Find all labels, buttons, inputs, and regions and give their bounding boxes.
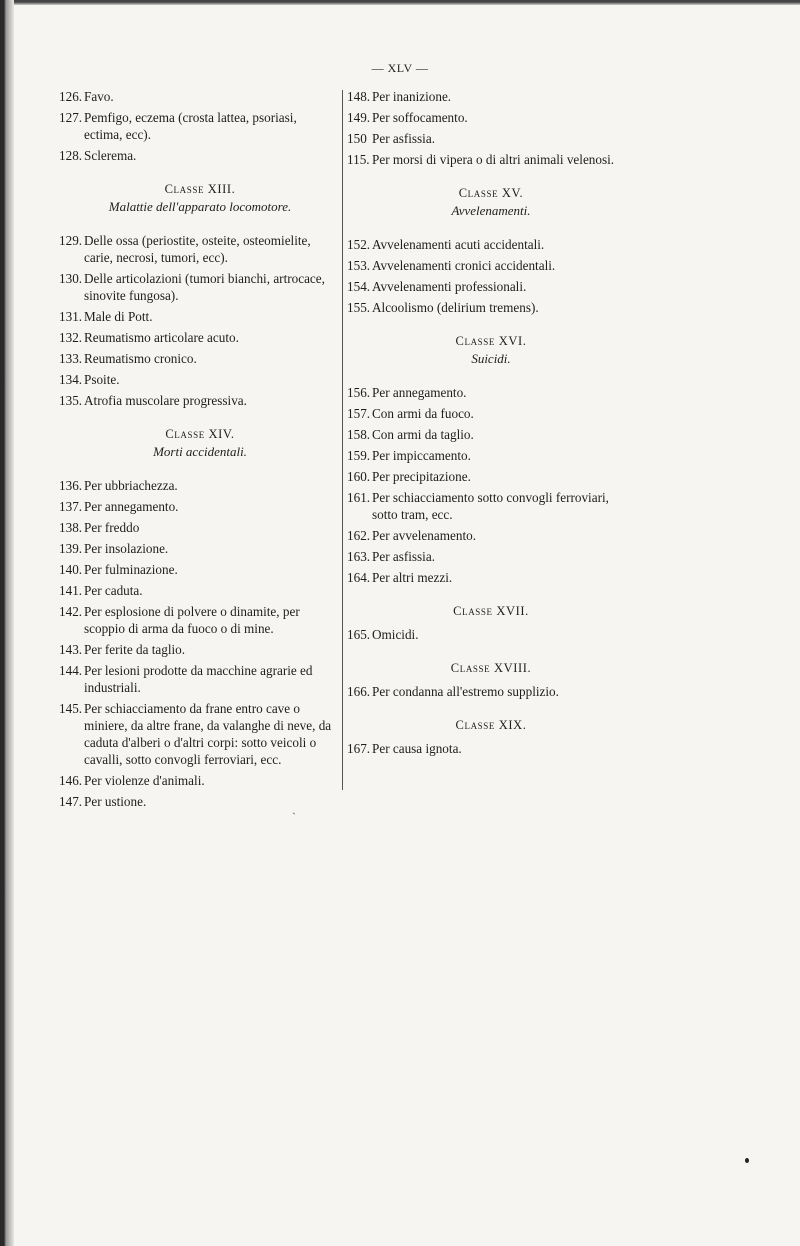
entry-text: Alcoolismo (delirium tremens). — [372, 300, 539, 315]
list-entry — [59, 772, 338, 789]
entry-number: 127. — [59, 110, 83, 125]
list-entry — [347, 489, 632, 523]
entry-text: Per ubbriachezza. — [84, 478, 178, 493]
entry-number: 166. — [347, 684, 371, 699]
list-entry — [59, 561, 338, 578]
list-entry — [347, 626, 632, 643]
printer-mark: ˏ — [292, 801, 296, 815]
entry-text: Omicidi. — [372, 627, 419, 642]
entry-text: Per annegamento. — [84, 499, 179, 514]
list-entry — [347, 569, 632, 586]
entry-number: 115. — [347, 152, 370, 167]
entry-text: Psoite. — [84, 372, 120, 387]
entry-text: Per altri mezzi. — [372, 570, 453, 585]
entry-number: 139. — [59, 541, 83, 556]
entry-number: 146. — [59, 773, 83, 788]
entry-text: Avvelenamenti professionali. — [372, 279, 527, 294]
entry-text: Per fulminazione. — [84, 562, 178, 577]
class-heading: Classe XIV. — [165, 427, 235, 441]
entry-number: 153. — [347, 258, 371, 273]
class-subtitle: Malattie dell'apparato locomotore. — [108, 199, 292, 214]
entry-number: 126. — [59, 89, 83, 104]
entry-text: Per avvelenamento. — [372, 528, 476, 543]
class-heading: Classe XIX. — [455, 718, 527, 732]
scan-edge — [0, 0, 14, 1246]
page-number-header: — XLV — — [371, 61, 429, 75]
entry-text: Per schiacciamento sotto convogli ferroviari, sotto tram, ecc. — [372, 490, 609, 522]
entry-text: Per asfissia. — [372, 131, 435, 146]
entry-number: 164. — [347, 570, 371, 585]
list-entry — [347, 151, 632, 168]
entry-number: 128. — [59, 148, 83, 163]
list-entry — [347, 740, 632, 757]
entry-text: Con armi da fuoco. — [372, 406, 474, 421]
entry-text: Reumatismo articolare acuto. — [84, 330, 239, 345]
entry-number: 143. — [59, 642, 83, 657]
list-entry — [347, 405, 632, 422]
entry-text: Favo. — [84, 89, 114, 104]
list-entry — [347, 384, 632, 401]
entry-number: 142. — [59, 604, 83, 619]
entry-number: 129. — [59, 233, 83, 248]
entry-text: Atrofia muscolare progressiva. — [84, 393, 247, 408]
list-entry — [59, 308, 338, 325]
entry-text: Male di Pott. — [84, 309, 153, 324]
list-entry — [347, 278, 632, 295]
list-entry — [347, 468, 632, 485]
entry-number: 136. — [59, 478, 83, 493]
list-entry — [59, 270, 338, 304]
class-subtitle: Suicidi. — [471, 351, 511, 366]
class-heading: Classe XIII. — [164, 182, 236, 196]
entry-number: 167. — [347, 741, 371, 756]
entry-text: Per precipitazione. — [372, 469, 471, 484]
list-entry — [59, 700, 338, 768]
list-entry — [347, 683, 632, 700]
entry-number: 152. — [347, 237, 371, 252]
list-entry — [347, 130, 632, 147]
list-entry — [59, 662, 338, 696]
entry-number: 163. — [347, 549, 371, 564]
list-entry — [347, 527, 632, 544]
list-entry — [59, 477, 338, 494]
entry-number: 154. — [347, 279, 371, 294]
class-heading: Classe XVIII. — [450, 661, 532, 675]
entry-number: 138. — [59, 520, 83, 535]
class-heading: Classe XVII. — [453, 604, 529, 618]
entry-number: 130. — [59, 271, 83, 286]
right-column — [347, 88, 632, 761]
entry-text: Per ustione. — [84, 794, 147, 809]
entry-number: 159. — [347, 448, 371, 463]
entry-number: 149. — [347, 110, 371, 125]
list-entry — [59, 641, 338, 658]
entry-number: 165. — [347, 627, 371, 642]
list-entry — [347, 88, 632, 105]
list-entry — [59, 350, 338, 367]
entry-text: Per morsi di vipera o di altri animali velenosi. — [372, 152, 615, 167]
entry-text: Per ferite da taglio. — [84, 642, 186, 657]
entry-number: 156. — [347, 385, 371, 400]
entry-number: 158. — [347, 427, 371, 442]
entry-text: Con armi da taglio. — [372, 427, 474, 442]
class-subtitle: Avvelenamenti. — [451, 203, 531, 218]
entry-text: Per asfissia. — [372, 549, 435, 564]
entry-number: 148. — [347, 89, 371, 104]
list-entry — [347, 236, 632, 253]
entry-text: Per violenze d'animali. — [84, 773, 205, 788]
entry-text: Delle ossa (periostite, osteite, osteomielite, carie, necrosi, tumori, ecc). — [84, 233, 311, 265]
entry-number: 150 — [347, 131, 367, 146]
entry-text: Per soffocamento. — [372, 110, 468, 125]
entry-text: Reumatismo cronico. — [84, 351, 197, 366]
column-divider — [342, 90, 343, 790]
entry-text: Per freddo — [84, 520, 140, 535]
class-heading: Classe XV. — [458, 186, 524, 200]
list-entry — [347, 548, 632, 565]
list-entry — [347, 447, 632, 464]
list-entry — [59, 109, 338, 143]
entry-text: Per impiccamento. — [372, 448, 471, 463]
list-entry — [59, 329, 338, 346]
ink-dot — [745, 1158, 749, 1163]
entry-number: 160. — [347, 469, 371, 484]
entry-number: 137. — [59, 499, 83, 514]
list-entry — [59, 603, 338, 637]
entry-number: 155. — [347, 300, 371, 315]
entry-number: 140. — [59, 562, 83, 577]
entry-text: Per lesioni prodotte da macchine agrarie ed industriali. — [84, 663, 313, 695]
entry-number: 134. — [59, 372, 83, 387]
list-entry — [59, 392, 338, 409]
entry-number: 161. — [347, 490, 371, 505]
entry-text: Delle articolazioni (tumori bianchi, artrocace, sinovite fungosa). — [84, 271, 325, 303]
list-entry — [59, 88, 338, 105]
list-entry — [347, 257, 632, 274]
entry-text: Per annegamento. — [372, 385, 467, 400]
entry-number: 147. — [59, 794, 83, 809]
entry-number: 135. — [59, 393, 83, 408]
list-entry — [59, 232, 338, 266]
entry-text: Avvelenamenti cronici accidentali. — [372, 258, 556, 273]
entry-number: 162. — [347, 528, 371, 543]
entry-text: Per inanizione. — [372, 89, 452, 104]
list-entry — [59, 582, 338, 599]
entry-text: Per esplosione di polvere o dinamite, per scoppio di arma da fuoco o di mine. — [84, 604, 300, 636]
entry-text: Sclerema. — [84, 148, 137, 163]
entry-number: 157. — [347, 406, 371, 421]
list-entry — [347, 109, 632, 126]
class-heading: Classe XVI. — [455, 334, 527, 348]
entry-number: 131. — [59, 309, 83, 324]
entry-text: Per insolazione. — [84, 541, 169, 556]
entry-text: Pemfigo, eczema (crosta lattea, psoriasi, ectima, ecc). — [84, 110, 297, 142]
list-entry — [347, 299, 632, 316]
entry-number: 144. — [59, 663, 83, 678]
list-entry — [347, 426, 632, 443]
entry-text: Per caduta. — [84, 583, 143, 598]
entry-number: 133. — [59, 351, 83, 366]
scan-top-rule — [14, 0, 800, 5]
list-entry — [59, 519, 338, 536]
list-entry — [59, 498, 338, 515]
class-subtitle: Morti accidentali. — [153, 444, 247, 459]
entry-text: Per causa ignota. — [372, 741, 462, 756]
entry-number: 141. — [59, 583, 83, 598]
entry-text: Per schiacciamento da frane entro cave o miniere, da altre frane, da valanghe di neve, da caduta d'alberi o d'altri corpi: sotto veicoli o cavalli, sotto convogli ferroviari, ecc. — [84, 701, 332, 767]
entry-number: 132. — [59, 330, 83, 345]
list-entry — [59, 540, 338, 557]
entry-text: Avvelenamenti acuti accidentali. — [372, 237, 545, 252]
entry-text: Per condanna all'estremo supplizio. — [372, 684, 559, 699]
list-entry — [59, 793, 338, 810]
entry-number: 145. — [59, 701, 83, 716]
list-entry — [59, 371, 338, 388]
list-entry — [59, 147, 338, 164]
left-column — [59, 88, 338, 814]
